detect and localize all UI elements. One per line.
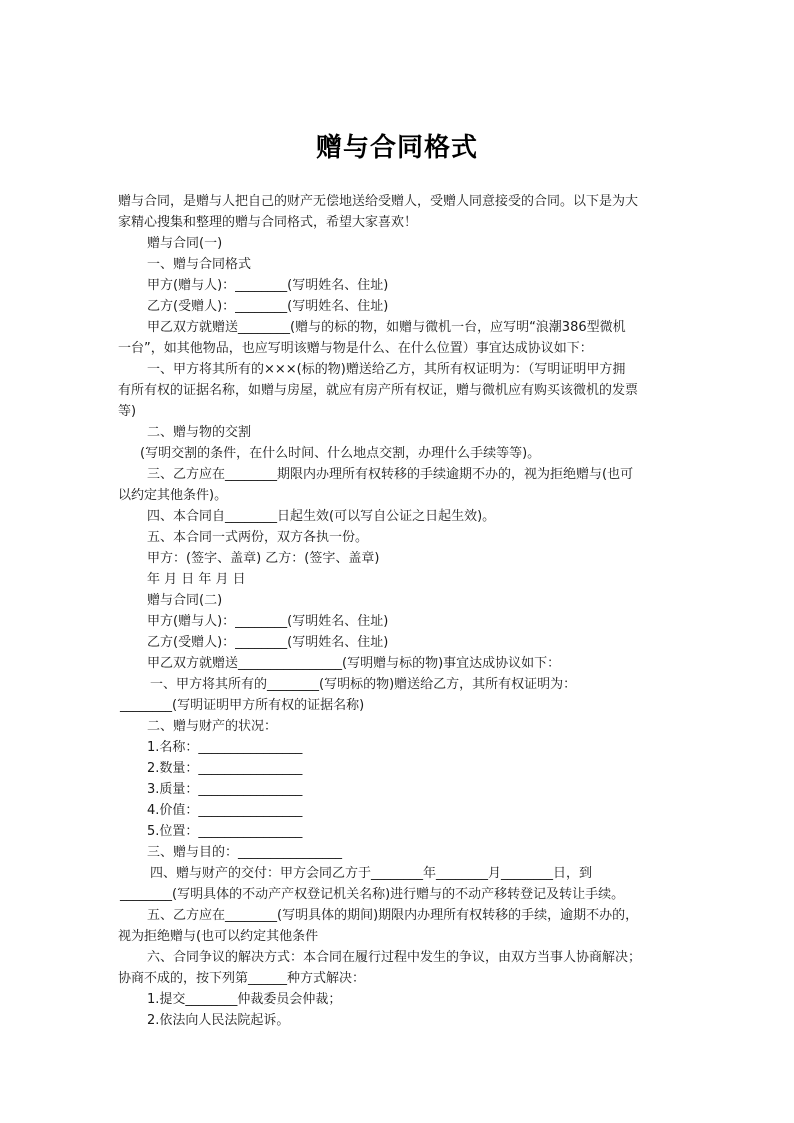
contract1-clause4: 四、本合同自________日起生效(可以写自公证之日起生效)。 bbox=[147, 509, 496, 524]
contract1-clause1: 等) bbox=[118, 404, 137, 419]
contract1-gift-line: 甲乙双方就赠送________(赠与的标的物，如赠与微机一台，应写明“浪潮386型微机 bbox=[147, 320, 626, 335]
contract2-clause6: 六、合同争议的解决方式：本合同在履行过程中发生的争议，由双方当事人协商解决； bbox=[147, 950, 642, 965]
contract1-clause3: 三、乙方应在________期限内办理所有权转移的手续逾期不办的，视为拒绝赠与(也可 bbox=[147, 467, 634, 482]
contract2-gift-line: 甲乙双方就赠送________________(写明赠与标的物)事宜达成协议如下： bbox=[147, 656, 561, 671]
contract2-clause4: ________(写明具体的不动产产权登记机关名称)进行赠与的不动产移转登记及转让手续。 bbox=[120, 887, 625, 902]
contract1-party-b: 乙方(受赠人)：________(写明姓名、住址) bbox=[147, 299, 389, 314]
contract2-option: 1.提交________仲裁委员会仲裁； bbox=[147, 992, 342, 1007]
contract2-party-a: 甲方(赠与人)：________(写明姓名、住址) bbox=[147, 614, 389, 629]
intro-line: 赠与合同，是赠与人把自己的财产无偿地送给受赠人，受赠人同意接受的合同。以下是为大 bbox=[118, 194, 639, 209]
contract2-item: 5.位置：________________ bbox=[147, 824, 303, 839]
contract2-item: 3.质量：________________ bbox=[147, 782, 303, 797]
contract1-signature: 甲方：(签字、盖章) 乙方：(签字、盖章) bbox=[147, 551, 380, 566]
contract2-heading: 赠与合同(二) bbox=[147, 593, 223, 608]
contract1-clause3: 以约定其他条件)。 bbox=[118, 488, 228, 503]
contract1-section-title: 一、赠与合同格式 bbox=[147, 257, 252, 272]
contract2-clause4: 四、赠与财产的交付：甲方会同乙方于________年________月________日，到 bbox=[150, 866, 593, 881]
contract2-option: 2.依法向人民法院起诉。 bbox=[147, 1013, 290, 1028]
contract1-gift-line: 一台”，如其他物品，也应写明该赠与物是什么、在什么位置）事宜达成协议如下： bbox=[118, 341, 593, 356]
page-title: 赠与合同格式 bbox=[315, 133, 478, 163]
contract1-clause2-title: 二、赠与物的交割 bbox=[147, 425, 252, 440]
contract2-item: 1.名称：________________ bbox=[147, 740, 303, 755]
contract2-clause5: 五、乙方应在________(写明具体的期间)期限内办理所有权转移的手续，逾期不办的， bbox=[147, 908, 639, 923]
contract2-clause1: 一、甲方将其所有的________(写明标的物)赠送给乙方，其所有权证明为： bbox=[150, 677, 577, 692]
contract2-clause1: ________(写明证明甲方所有权的证据名称) bbox=[120, 698, 365, 713]
contract1-clause1: 有所有权的证据名称，如赠与房屋，就应有房产所有权证，赠与微机应有购买该微机的发票 bbox=[118, 383, 639, 398]
contract2-clause6: 协商不成的，按下列第______种方式解决： bbox=[118, 971, 366, 986]
contract1-date: 年 月 日 年 月 日 bbox=[147, 572, 246, 587]
contract1-clause1: 一、甲方将其所有的×××(标的物)赠送给乙方，其所有权证明为：（写明证明甲方拥 bbox=[147, 362, 626, 377]
contract2-clause3: 三、赠与目的：________________ bbox=[147, 845, 343, 860]
contract1-heading: 赠与合同(一) bbox=[147, 236, 223, 251]
contract1-clause5: 五、本合同一式两份，双方各执一份。 bbox=[147, 530, 369, 545]
contract2-party-b: 乙方(受赠人)：________(写明姓名、住址) bbox=[147, 635, 389, 650]
contract1-clause2-body: (写明交割的条件，在什么时间、什么地点交割，办理什么手续等等)。 bbox=[140, 446, 541, 461]
contract1-party-a: 甲方(赠与人)：________(写明姓名、住址) bbox=[147, 278, 389, 293]
contract2-item: 2.数量：________________ bbox=[147, 761, 303, 776]
contract2-clause5: 视为拒绝赠与(也可以约定其他条件 bbox=[118, 929, 319, 944]
contract2-item: 4.价值：________________ bbox=[147, 803, 303, 818]
intro-line: 家精心搜集和整理的赠与合同格式，希望大家喜欢！ bbox=[118, 215, 418, 230]
contract2-clause2-title: 二、赠与财产的状况： bbox=[147, 719, 278, 734]
